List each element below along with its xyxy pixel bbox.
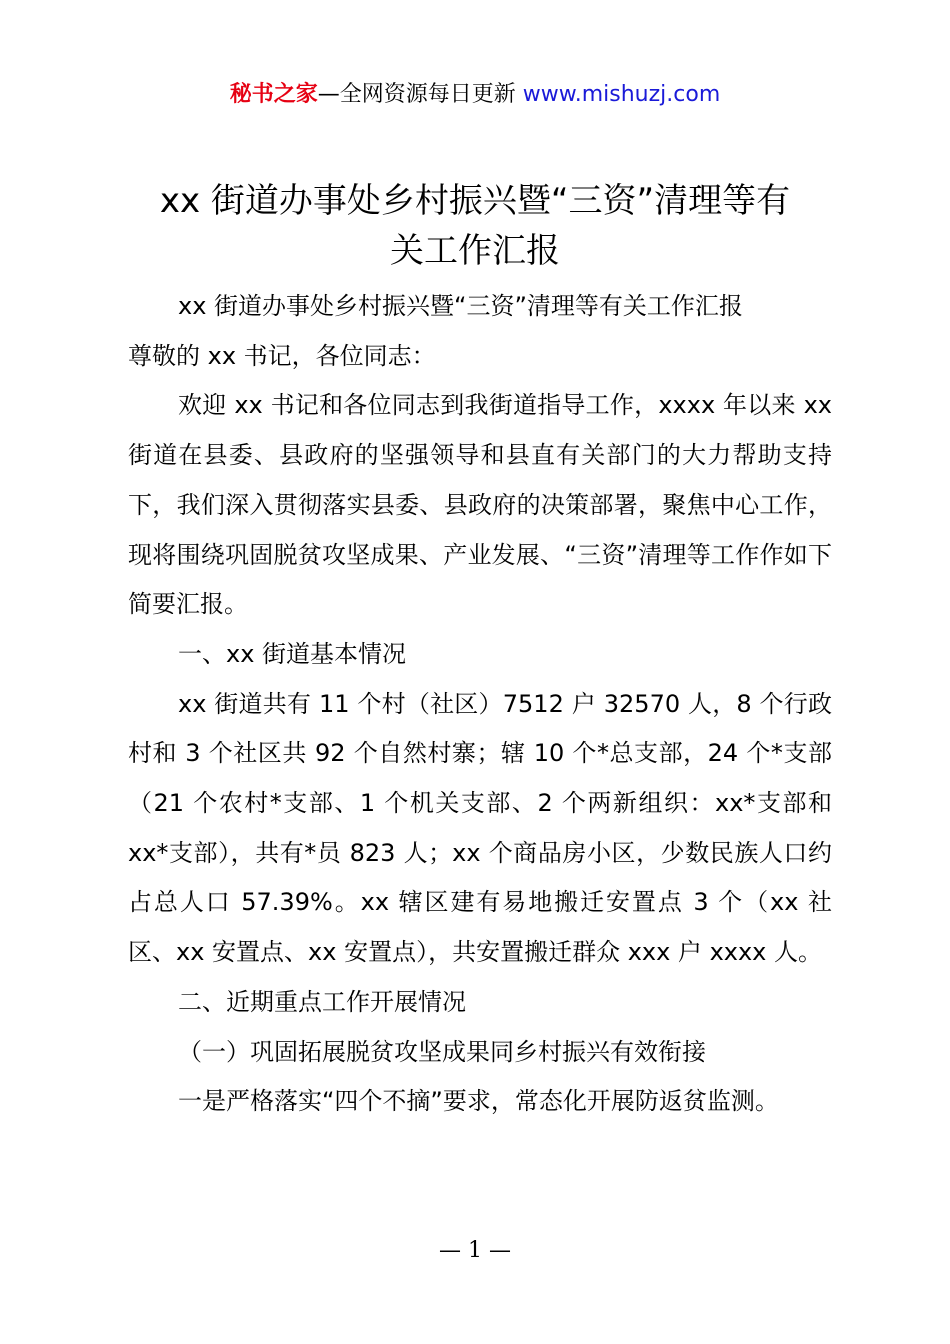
- brand-name: 秘书之家: [229, 82, 318, 107]
- basic-info-paragraph: xx 街道共有 11 个村（社区）7512 户 32570 人，8 个行政村和 3 个社区共 92 个自然村寨；辖 10 个*总支部，24 个*支部（21 个农村*支部、1 个机关支部、2 个两新组织：xx*支部和 xx*支部），共有*员 823 人；xx 个商品房小区，少数民族人口约占总人口 57.39%。xx 辖区建有易地搬迁安置点 3 个（xx 社区、xx 安置点、xx 安置点），共安置搬迁群众 xxx 户 xxxx 人。: [128, 689, 832, 967]
- site-header: [0, 78, 950, 112]
- section-heading-2: 二、近期重点工作开展情况: [178, 987, 466, 1016]
- header-tagline: —全网资源每日更新: [317, 82, 516, 107]
- section-heading-1: 一、xx 街道基本情况: [178, 639, 407, 668]
- point-one-paragraph: 一是严格落实“四个不摘”要求，常态化开展防返贫监测。: [178, 1087, 779, 1116]
- document-body: [128, 282, 832, 1127]
- page-number: — 1 —: [439, 1238, 511, 1263]
- subsection-heading-1: （一）巩固拓展脱贫攻坚成果同乡村振兴有效衔接: [178, 1037, 706, 1066]
- title-line-2: 关工作汇报: [390, 231, 560, 271]
- subtitle-paragraph: xx 街道办事处乡村振兴暨“三资”清理等有关工作汇报: [178, 292, 743, 320]
- title-line-1: xx 街道办事处乡村振兴暨“三资”清理等有: [159, 181, 791, 221]
- document-title: [110, 176, 840, 276]
- site-url-link[interactable]: www.mishuzj.com: [522, 82, 721, 107]
- salutation-paragraph: 尊敬的 xx 书记，各位同志：: [128, 341, 436, 370]
- intro-paragraph: 欢迎 xx 书记和各位同志到我街道指导工作，xxxx 年以来 xx 街道在县委、县政府的坚强领导和县直有关部门的大力帮助支持下，我们深入贯彻落实县委、县政府的决策部署，聚焦中心工作，现将围绕巩固脱贫攻坚成果、产业发展、“三资”清理等工作作如下简要汇报。: [128, 391, 832, 619]
